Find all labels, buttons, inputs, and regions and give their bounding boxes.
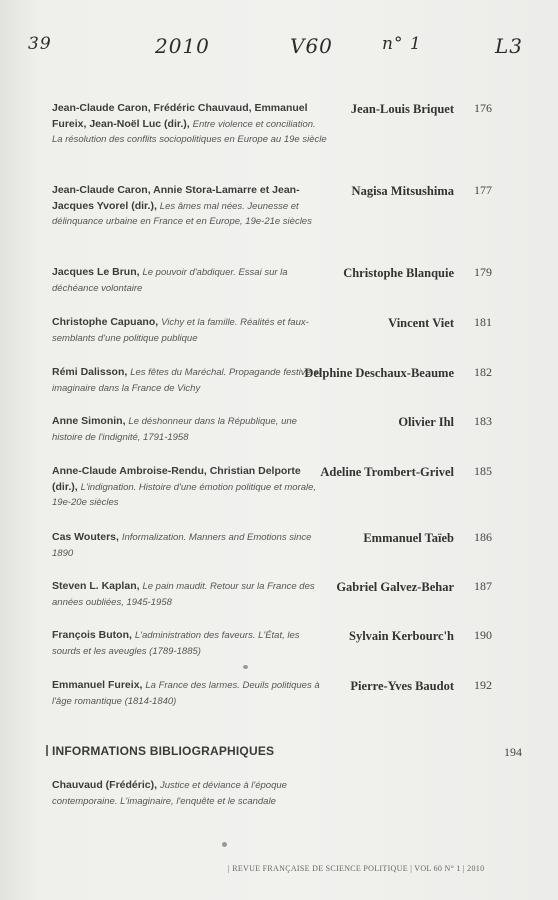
entry-title: Les fêtes du Maréchal. Propagande festive et imaginaire dans la France de Vichy xyxy=(52,367,322,394)
scan-speck xyxy=(243,665,248,669)
entry-citation xyxy=(52,365,327,396)
entry-authors: Jacques Le Brun, xyxy=(52,266,140,278)
entry-reviewer: Nagisa Mitsushima xyxy=(351,184,454,198)
entry-reviewer: Emmanuel Taïeb xyxy=(363,531,454,545)
entry-page: 190 xyxy=(474,628,492,642)
entry-reviewer: Sylvain Kerbourc'h xyxy=(349,629,454,643)
handwritten-year: 2010 xyxy=(155,34,210,58)
entry-reviewer: Adeline Trombert-Grivel xyxy=(320,465,454,479)
entry-authors: Anne Simonin, xyxy=(52,415,126,427)
section-page: 194 xyxy=(504,745,522,759)
entry-citation xyxy=(52,265,327,296)
entry-title: Le pouvoir d'abdiquer. Essai sur la déchéance volontaire xyxy=(52,267,288,294)
entry-reviewer: Delphine Deschaux-Beaume xyxy=(304,366,454,380)
entry-title: La France des larmes. Deuils politiques à l'âge romantique (1814-1840) xyxy=(52,680,320,707)
entry-title: Le déshonneur dans la République, une histoire de l'indignité, 1791-1958 xyxy=(52,416,297,443)
entry-reviewer: Jean-Louis Briquet xyxy=(350,102,454,116)
entry-citation xyxy=(52,678,327,709)
entry-authors: Anne-Claude Ambroise-Rendu, Christian Delporte (dir.), xyxy=(52,465,301,493)
entry-title: Les âmes mal nées. Jeunesse et délinquance urbaine en France et en Europe, 19e-21e siècles xyxy=(52,200,312,227)
entry-reviewer: Gabriel Galvez-Behar xyxy=(336,580,454,594)
entry-reviewer: Vincent Viet xyxy=(388,316,454,330)
entry-citation xyxy=(52,183,327,230)
handwritten-code: L3 xyxy=(495,34,524,58)
entry-authors: Rémi Dalisson, xyxy=(52,366,128,378)
handwritten-volume: V60 xyxy=(290,34,333,58)
entry-title: Vichy et la famille. Réalités et faux-semblants d'une politique publique xyxy=(52,317,309,344)
entry-reviewer: Pierre-Yves Baudot xyxy=(350,679,454,693)
handwritten-issue: n° 1 xyxy=(382,34,422,54)
entry-page: 177 xyxy=(474,183,492,197)
entry-citation xyxy=(52,628,327,659)
entry-page: 183 xyxy=(474,414,492,428)
entry-title: Justice et déviance à l'époque contemporaine. L'imaginaire, l'enquête et le scandale xyxy=(52,780,287,807)
entry-authors: Steven L. Kaplan, xyxy=(52,580,140,592)
entry-authors: François Buton, xyxy=(52,629,132,641)
entry-authors: Jean-Claude Caron, Annie Stora-Lamarre et Jean-Jacques Yvorel (dir.), xyxy=(52,184,300,212)
scan-speck xyxy=(222,842,227,847)
journal-footer: | REVUE FRANÇAISE DE SCIENCE POLITIQUE | VOL 60 N° 1 | 2010 xyxy=(228,864,485,873)
section-heading xyxy=(46,744,274,758)
entry-citation xyxy=(52,315,327,346)
entry-authors: Jean-Claude Caron, Frédéric Chauvaud, Emmanuel Fureix, Jean-Noël Luc (dir.), xyxy=(52,102,308,130)
entry-page: 187 xyxy=(474,579,492,593)
entry-page: 179 xyxy=(474,265,492,279)
entry-citation xyxy=(52,530,327,561)
entry-citation xyxy=(52,101,327,148)
entry-page: 185 xyxy=(474,464,492,478)
entry-authors: Christophe Capuano, xyxy=(52,316,159,328)
entry-citation xyxy=(52,464,327,511)
entry-title: Le pain maudit. Retour sur la France des années oubliées, 1945-1958 xyxy=(52,581,315,608)
entry-page: 186 xyxy=(474,530,492,544)
entry-title: Entre violence et conciliation. La résolution des conflits sociopolitiques en Europe au 19e siècle xyxy=(52,118,327,145)
section-title: INFORMATIONS BIBLIOGRAPHIQUES xyxy=(52,744,275,758)
entry-title: L'indignation. Histoire d'une émotion politique et morale, 19e-20e siècles xyxy=(52,481,317,508)
entry-reviewer: Christophe Blanquie xyxy=(343,266,454,280)
section-bar xyxy=(46,745,48,756)
entry-reviewer: Olivier Ihl xyxy=(398,415,454,429)
entry-citation xyxy=(52,414,327,445)
entry-title: L'administration des faveurs. L'État, les sourds et les aveugles (1789-1885) xyxy=(52,630,300,657)
entry-page: 181 xyxy=(474,315,492,329)
entry-page: 182 xyxy=(474,365,492,379)
entry-authors: Chauvaud (Frédéric), xyxy=(52,779,158,791)
handwritten-number: 39 xyxy=(28,34,52,54)
entry-authors: Emmanuel Fureix, xyxy=(52,679,143,691)
entry-title: Informalization. Manners and Emotions since 1890 xyxy=(52,532,312,559)
entry-authors: Cas Wouters, xyxy=(52,531,119,543)
entry-citation xyxy=(52,778,327,809)
entry-citation xyxy=(52,579,327,610)
entry-page: 192 xyxy=(474,678,492,692)
entry-page: 176 xyxy=(474,101,492,115)
